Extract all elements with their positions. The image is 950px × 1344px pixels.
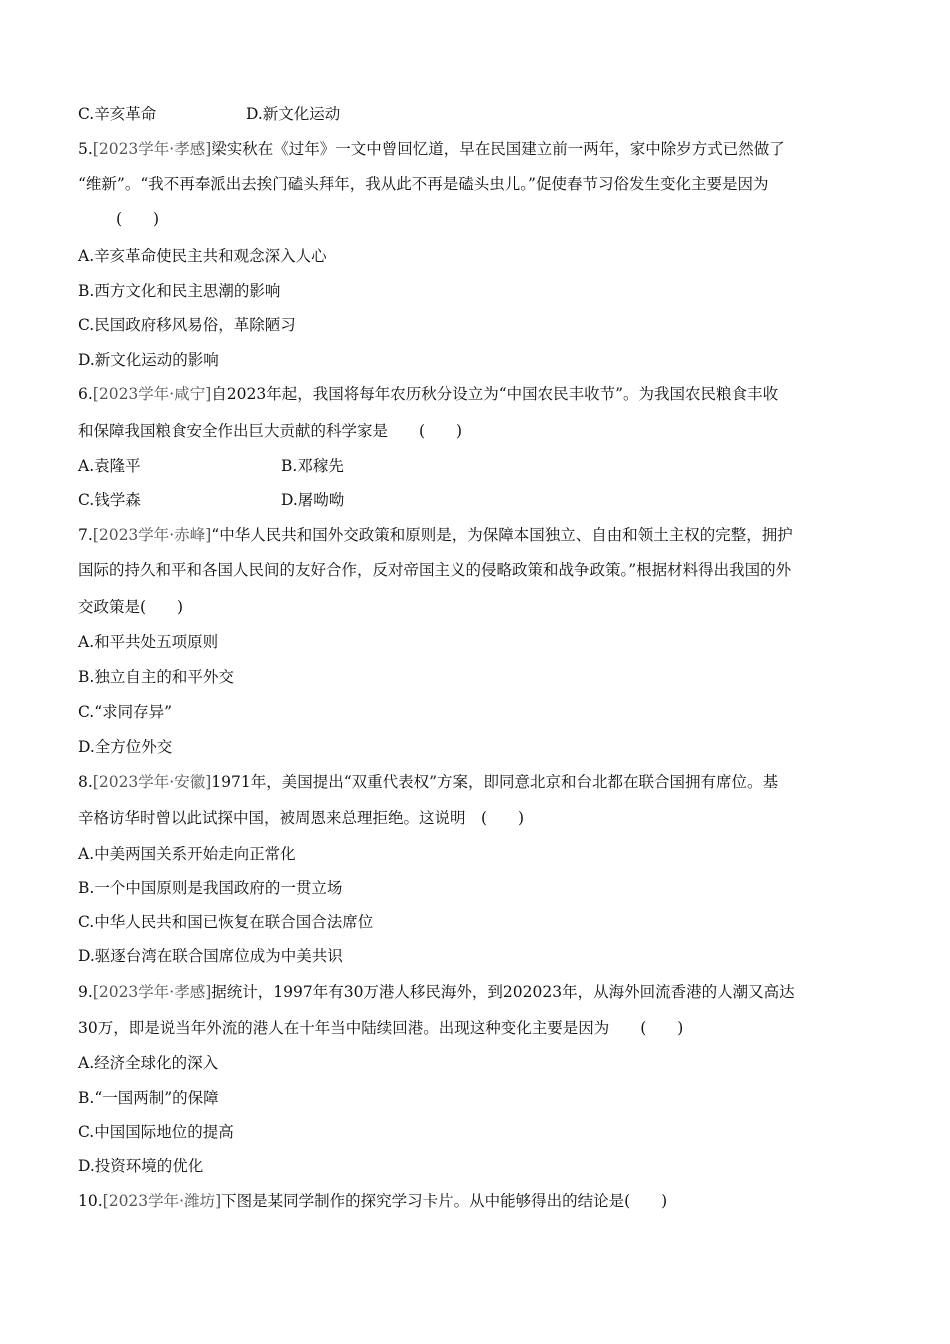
q6-source: [2023学年·咸宁]: [92, 385, 212, 403]
q9-option-d: D.投资环境的优化: [78, 1157, 204, 1175]
q4-option-c: C.辛亥革命: [78, 105, 157, 123]
q6-option-c: C.钱学森: [78, 491, 141, 509]
q10-stem-line1: 10.[2023学年·潍坊]下图是某同学制作的探究学习卡片。从中能够得出的结论是( ): [78, 1192, 668, 1210]
q7-source: [2023学年·赤峰]: [92, 526, 212, 544]
q5-stem-line2: “维新”。“我不再奉派出去挨门磕头拜年，我从此不再是磕头虫儿。”促使春节习俗发生变化主要是因为: [78, 175, 769, 193]
q10-source: [2023学年·潍坊]: [102, 1192, 222, 1210]
q9-number: 9.: [78, 983, 93, 1001]
q5-source: [2023学年·孝感]: [92, 140, 212, 158]
q8-stem-line2: 辛格访华时曾以此试探中国，被周恩来总理拒绝。这说明 ( ): [78, 809, 525, 827]
q7-option-b: B.独立自主的和平外交: [78, 668, 234, 686]
q5-option-b: B.西方文化和民主思潮的影响: [78, 282, 281, 300]
q6-option-b: B.邓稼先: [281, 457, 344, 475]
q6-stem-line1: 6.[2023学年·咸宁]自2023年起，我国将每年农历秋分设立为“中国农民丰收节”。为我国农民粮食丰收: [78, 385, 779, 403]
q8-stem-line1: 8.[2023学年·安徽]1971年，美国提出“双重代表权”方案，即同意北京和台北都在联合国拥有席位。基: [78, 773, 779, 791]
q8-source: [2023学年·安徽]: [92, 773, 212, 791]
q7-option-c: C.“求同存异”: [78, 703, 173, 721]
q6-options-row2: [78, 490, 878, 510]
q7-option-d: D.全方位外交: [78, 738, 173, 756]
q9-stem-line2: 30万，即是说当年外流的港人在十年当中陆续回港。出现这种变化主要是因为 ( ): [78, 1019, 684, 1037]
q7-stem-line3: 交政策是( ): [78, 598, 184, 616]
q8-number: 8.: [78, 773, 93, 791]
q5-stem-line1: 5.[2023学年·孝感]梁实秋在《过年》一文中曾回忆道，早在民国建立前一两年，家中除岁方式已然做了: [78, 140, 785, 158]
q7-stem-line2: 国际的持久和平和各国人民间的友好合作，反对帝国主义的侵略政策和战争政策。”根据材料得出我国的外: [78, 561, 792, 579]
q4-option-d: D.新文化运动: [246, 105, 341, 123]
q6-number: 6.: [78, 385, 93, 403]
q8-option-d: D.驱逐台湾在联合国席位成为中美共识: [78, 947, 343, 965]
q6-stem-line2: 和保障我国粮食安全作出巨大贡献的科学家是 ( ): [78, 422, 463, 440]
q9-option-c: C.中国国际地位的提高: [78, 1123, 234, 1141]
q5-answer-blank: ( ): [116, 210, 160, 228]
q5-number: 5.: [78, 140, 93, 158]
q6-options-row1: [78, 456, 878, 476]
q9-source: [2023学年·孝感]: [92, 983, 212, 1001]
q10-number: 10.: [78, 1192, 103, 1210]
q8-option-c: C.中华人民共和国已恢复在联合国合法席位: [78, 913, 374, 931]
q7-number: 7.: [78, 526, 93, 544]
q4-options-row: [78, 104, 878, 124]
q8-option-a: A.中美两国关系开始走向正常化: [78, 845, 296, 863]
q6-option-a: A.袁隆平: [78, 457, 141, 475]
q5-option-a: A.辛亥革命使民主共和观念深入人心: [78, 247, 327, 265]
q7-option-a: A.和平共处五项原则: [78, 633, 219, 651]
q5-option-c: C.民国政府移风易俗，革除陋习: [78, 316, 296, 334]
q6-option-d: D.屠呦呦: [281, 491, 345, 509]
q9-option-b: B.“一国两制”的保障: [78, 1089, 219, 1107]
q9-stem-line1: 9.[2023学年·孝感]据统计，1997年有30万港人移民海外，到202023年，从海外回流香港的人潮又高达: [78, 983, 795, 1001]
q7-stem-line1: 7.[2023学年·赤峰]“中华人民共和国外交政策和原则是，为保障本国独立、自由和领土主权的完整，拥护: [78, 526, 793, 544]
q8-option-b: B.一个中国原则是我国政府的一贯立场: [78, 879, 343, 897]
q9-option-a: A.经济全球化的深入: [78, 1054, 219, 1072]
q5-option-d: D.新文化运动的影响: [78, 351, 219, 369]
